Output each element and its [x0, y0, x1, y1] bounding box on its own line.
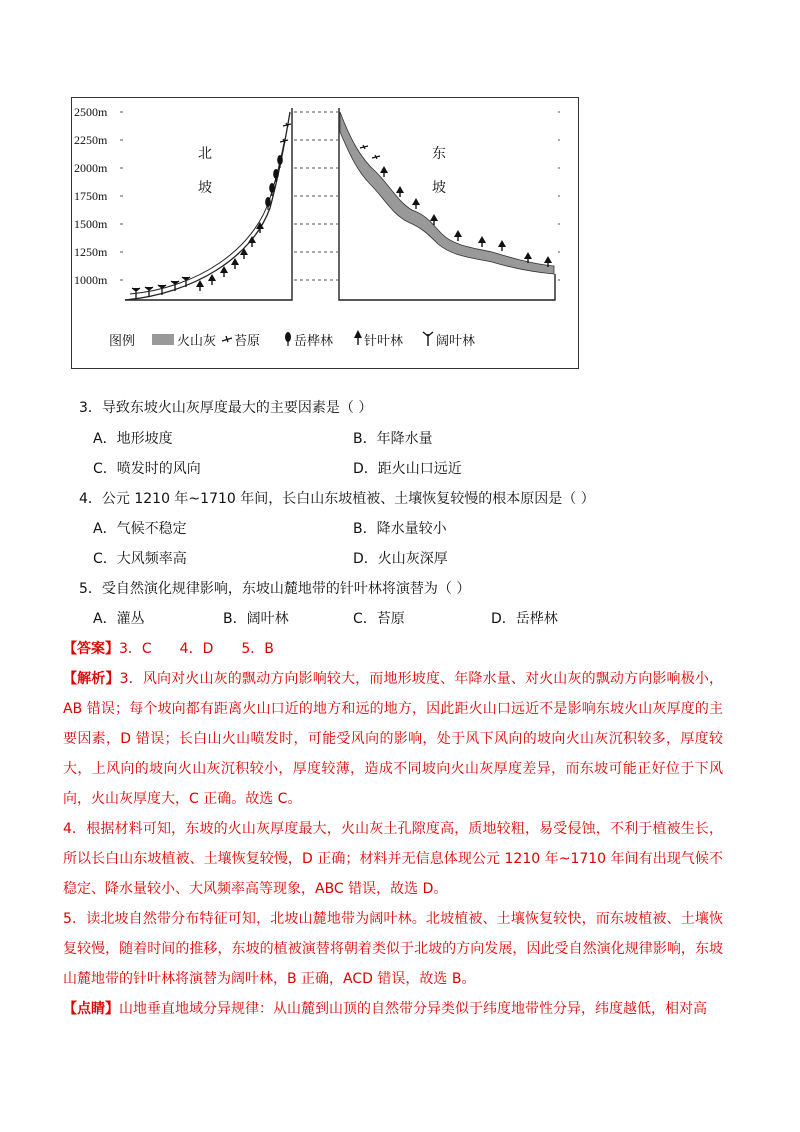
y-tick-label: 1500m	[74, 217, 108, 231]
analysis-paragraph-3	[63, 664, 723, 814]
conifer-icon	[354, 330, 362, 338]
tundra-icon	[222, 336, 232, 342]
q5-option-c: C．苔原	[353, 611, 405, 627]
q4-option-c: C．大风频率高	[93, 551, 187, 567]
y-tick-label: 2250m	[74, 133, 108, 147]
y-tick-label: 2500m	[74, 105, 108, 119]
analysis-paragraph-5: 5．读北坡自然带分布特征可知，北坡山麓地带为阔叶林。北坡植被、土壤恢复较快，而东坡植被、土壤恢复较慢，随着时间的推移，东坡的植被演替将朝着类似于北坡的方向发展，因此受自然演化规律影响，东坡山麓地带的针叶林将演替为阔叶林，B 正确，ACD 错误，故选 B。	[63, 911, 723, 987]
east-label-2: 坡	[432, 180, 446, 196]
legend-item-birch: 岳桦林	[294, 334, 334, 349]
q3-option-d: D．距火山口远近	[353, 461, 462, 477]
analysis-label: 【解析】	[63, 671, 120, 687]
y-tick-label: 2000m	[74, 161, 108, 175]
q5-option-d: D．岳桦林	[491, 611, 558, 627]
legend-item-ash: 火山灰	[177, 334, 217, 349]
broadleaf-icon	[423, 332, 433, 346]
birch-icon	[285, 332, 291, 342]
north-label-2: 坡	[198, 180, 212, 196]
profile-diagram	[72, 98, 580, 370]
north-slope-panel	[123, 108, 293, 301]
north-label-1: 北	[198, 146, 212, 162]
q3-option-a: A．地形坡度	[93, 431, 173, 447]
q4-option-b: B．降水量较小	[353, 521, 447, 537]
legend-ash-swatch	[152, 334, 174, 345]
question-5-stem: 5．受自然演化规律影响，东坡山麓地带的针叶林将演替为（ ）	[79, 581, 471, 597]
tip-text: 山地垂直地域分异规律：从山麓到山顶的自然带分异类似于纬度地带性分异，纬度越低，相对高	[119, 1001, 707, 1017]
q4-option-a: A．气候不稳定	[93, 521, 187, 537]
legend-item-conifer: 针叶林	[364, 334, 404, 349]
east-slope-panel	[338, 108, 556, 301]
analysis-block	[63, 664, 723, 1024]
q4-option-d: D．火山灰深厚	[353, 551, 448, 567]
legend-item-broadleaf: 阔叶林	[436, 334, 476, 349]
analysis-text-3: 3．风向对火山灰的飘动方向影响较大，而地形坡度、年降水量、对火山灰的飘动方向影响极小，AB 错误；每个坡向都有距离火山口近的地方和远的地方，因此距火山口远近不是影响东坡火山灰厚度的主要因素，D 错误；长白山火山喷发时，可能受风向的影响，处于风下风向的坡向火山灰沉积较多，厚度较大，上风向的坡向火山灰沉积较小，厚度较薄，造成不同坡向火山灰厚度差异，而东坡可能正好位于下风向，火山灰厚度大，C 正确。故选 C。	[63, 671, 724, 807]
answer-text: 3．C 4．D 5．B	[119, 641, 274, 657]
y-tick-label: 1000m	[74, 273, 108, 287]
question-3-stem: 3．导致东坡火山灰厚度最大的主要因素是（ ）	[79, 400, 373, 416]
tip-label: 【点睛】	[63, 1001, 119, 1017]
question-4-stem: 4．公元 1210 年~1710 年间，长白山东坡植被、土壤恢复较慢的根本原因是（ ）	[79, 491, 595, 507]
answer-line	[63, 639, 274, 659]
y-tick-label: 1750m	[74, 189, 108, 203]
legend-item-tundra: 苔原	[234, 334, 261, 349]
legend	[109, 330, 475, 349]
answer-label: 【答案】	[63, 641, 119, 657]
q5-option-a: A．灌丛	[93, 611, 145, 627]
east-label-1: 东	[432, 146, 446, 162]
y-tick-label: 1250m	[74, 245, 108, 259]
q3-option-c: C．喷发时的风向	[93, 461, 201, 477]
q5-option-b: B．阔叶林	[223, 611, 289, 627]
legend-title: 图例	[109, 334, 136, 349]
tip-paragraph	[63, 994, 723, 1024]
analysis-paragraph-4: 4．根据材料可知，东坡的火山灰厚度最大，火山灰土孔隙度高，质地较粗，易受侵蚀，不利于植被生长，所以长白山东坡植被、土壤恢复较慢，D 正确；材料并无信息体现公元 1210 年~1710 年间有出现气候不稳定、降水量较小、大风频率高等现象，ABC 错误，故选 D。	[63, 821, 723, 897]
q3-option-b: B．年降水量	[353, 431, 433, 447]
mountain-profile-figure	[71, 97, 579, 369]
